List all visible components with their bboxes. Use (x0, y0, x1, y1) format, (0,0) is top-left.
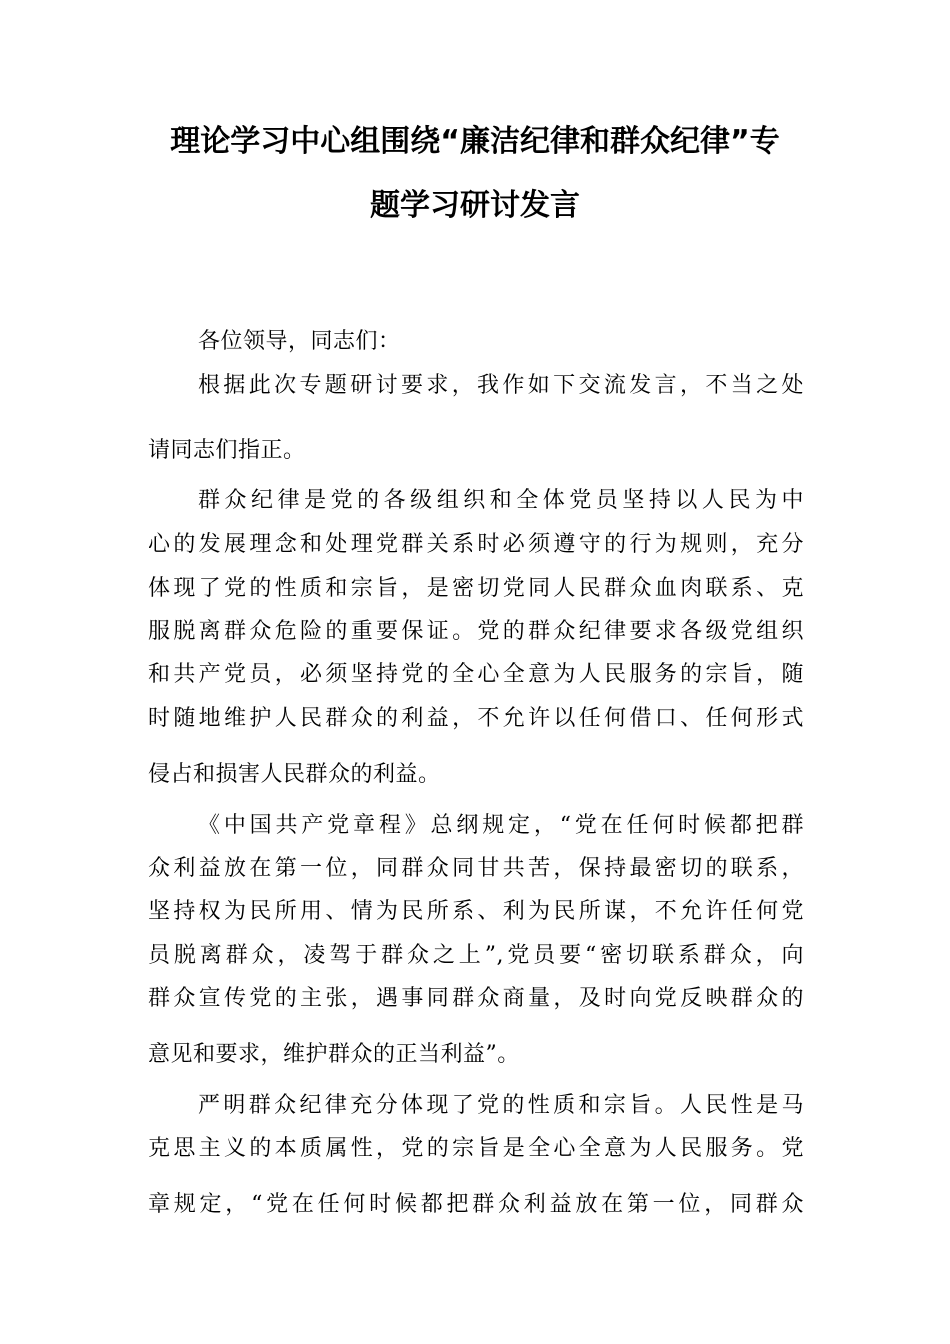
document-title-line-1: 理论学习中心组围绕“廉洁纪律和群众纪律”专 (170, 124, 780, 159)
paragraph-4-line-3: 章规定，“党在任何时候都把群众利益放在第一位，同群众 (148, 1192, 804, 1217)
paragraph-3-line-6: 意见和要求，维护群众的正当利益”。 (148, 1042, 520, 1067)
paragraph-3-line-3: 坚持权为民所用、情为民所系、利为民所谋，不允许任何党 (148, 899, 804, 924)
paragraph-2-line-7: 侵占和损害人民群众的利益。 (148, 762, 441, 787)
paragraph-4-line-2: 克思主义的本质属性，党的宗旨是全心全意为人民服务。党 (148, 1136, 804, 1161)
paragraph-1-line-2: 请同志们指正。 (148, 438, 306, 463)
paragraph-2-line-4: 服脱离群众危险的重要保证。党的群众纪律要求各级党组织 (148, 619, 804, 644)
document-title-line-2: 题学习研讨发言 (370, 188, 580, 223)
paragraph-4-line-1: 严明群众纪律充分体现了党的性质和宗旨。人民性是马 (198, 1093, 804, 1118)
paragraph-3-line-5: 群众宣传党的主张，遇事同群众商量，及时向党反映群众的 (148, 986, 804, 1011)
paragraph-2-line-1: 群众纪律是党的各级组织和全体党员坚持以人民为中 (198, 488, 804, 513)
paragraph-2-line-6: 时随地维护人民群众的利益，不允许以任何借口、任何形式 (148, 706, 804, 731)
paragraph-1-line-1: 根据此次专题研讨要求，我作如下交流发言，不当之处 (198, 373, 804, 398)
paragraph-2-line-5: 和共产党员，必须坚持党的全心全意为人民服务的宗旨，随 (148, 662, 804, 687)
paragraph-3-line-2: 众利益放在第一位，同群众同甘共苦，保持最密切的联系， (148, 856, 804, 881)
paragraph-3-line-1: 《中国共产党章程》总纲规定，“党在任何时候都把群 (198, 813, 804, 838)
paragraph-2-line-3: 体现了党的性质和宗旨，是密切党同人民群众血肉联系、克 (148, 576, 804, 601)
paragraph-3-line-4: 员脱离群众，凌驾于群众之上”,党员要“密切联系群众，向 (148, 943, 804, 968)
paragraph-2-line-2: 心的发展理念和处理党群关系时必须遵守的行为规则，充分 (148, 532, 804, 557)
salutation: 各位领导，同志们： (198, 329, 401, 354)
